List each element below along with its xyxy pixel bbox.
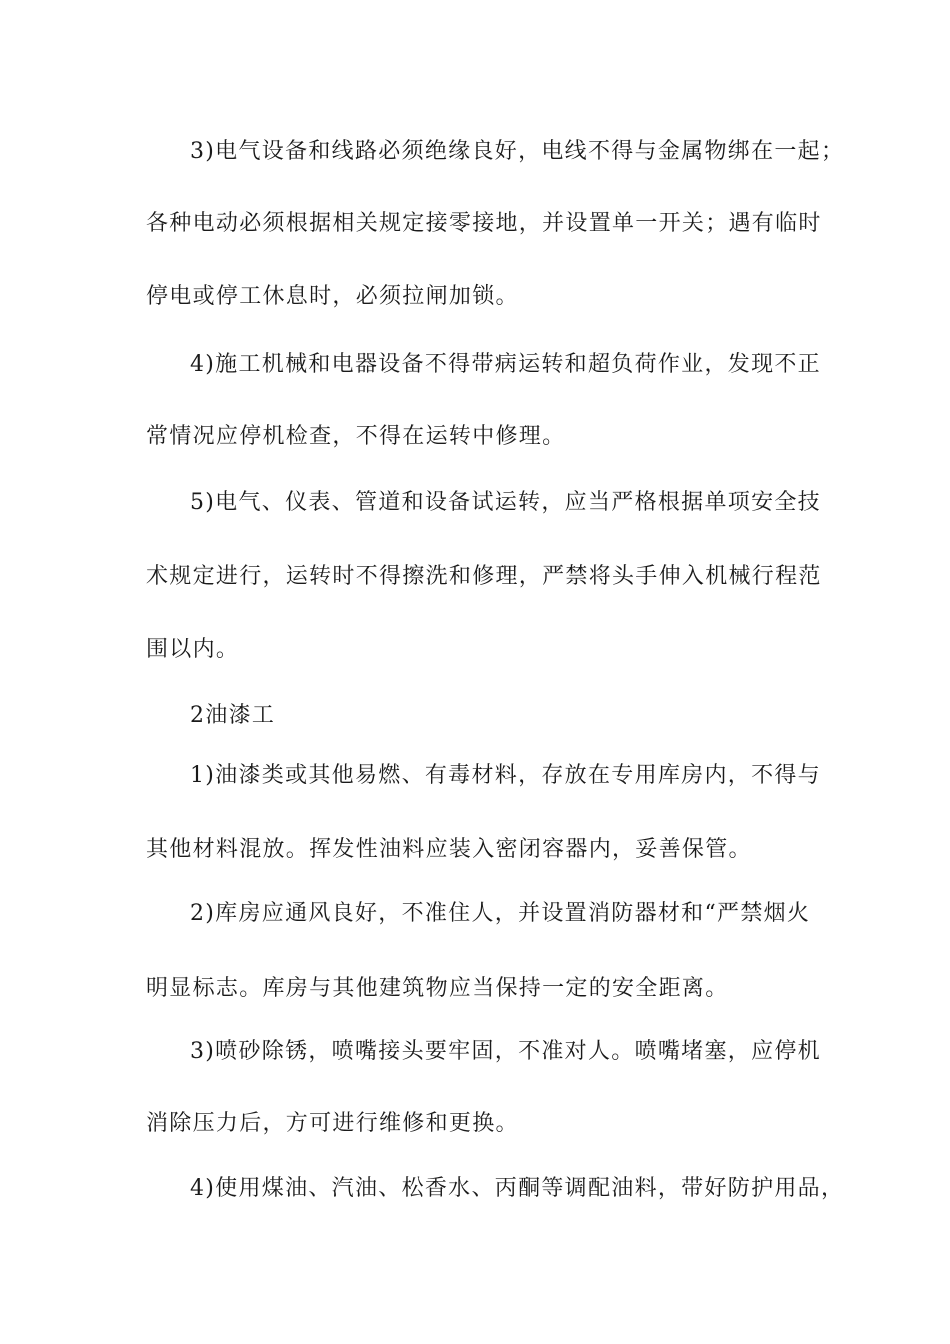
paragraph-line: 围以内。 [146, 637, 240, 662]
paragraph-line: 各种电动必须根据相关规定接零接地，并设置单一开关；遇有临时 [146, 211, 822, 236]
paragraph-line: 4)施工机械和电器设备不得带病运转和超负荷作业，发现不正 [190, 352, 821, 377]
paragraph-line: 4)使用煤油、汽油、松香水、丙酮等调配油料，带好防护用品， [190, 1176, 845, 1201]
section-heading: 2油漆工 [190, 703, 276, 728]
paragraph-line: 停电或停工休息时，必须拉闸加锁。 [146, 284, 519, 309]
paragraph-line: 明显标志。库房与其他建筑物应当保持一定的安全距离。 [146, 976, 729, 1001]
paragraph-line: 5)电气、仪表、管道和设备试运转，应当严格根据单项安全技 [190, 490, 821, 515]
paragraph-line: 3)电气设备和线路必须绝缘良好，电线不得与金属物绑在一起； [190, 139, 845, 164]
paragraph-line: 消除压力后，方可进行维修和更换。 [146, 1111, 519, 1136]
paragraph-line: 术规定进行，运转时不得擦洗和修理，严禁将头手伸入机械行程范 [146, 564, 822, 589]
paragraph-line: 1)油漆类或其他易燃、有毒材料，存放在专用库房内，不得与 [190, 763, 821, 788]
paragraph-line: 3)喷砂除锈，喷嘴接头要牢固，不准对人。喷嘴堵塞，应停机 [190, 1039, 821, 1064]
paragraph-line: 2)库房应通风良好，不准住人，并设置消防器材和“严禁烟火 [190, 901, 811, 926]
paragraph-line: 其他材料混放。挥发性油料应装入密闭容器内，妥善保管。 [146, 837, 752, 862]
paragraph-line: 常情况应停机检查，不得在运转中修理。 [146, 424, 566, 449]
